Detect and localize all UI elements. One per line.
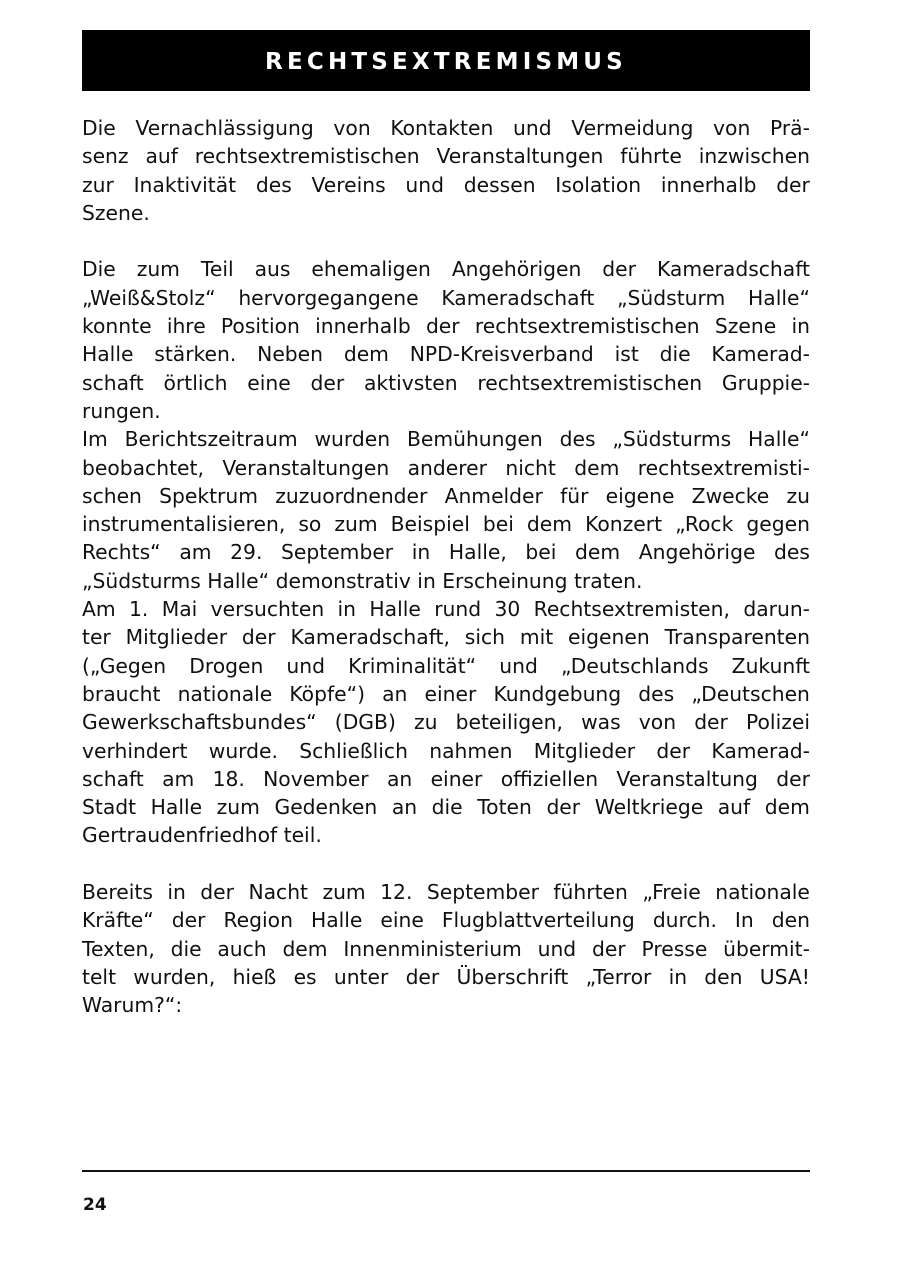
- text-line: schaft örtlich eine der aktivsten rechtsextremistischen Gruppie-: [82, 370, 810, 395]
- text-line: Szene.: [82, 200, 150, 225]
- text-line: schen Spektrum zuzuordnender Anmelder für eigene Zwecke zu: [82, 483, 810, 508]
- text-line: Rechts“ am 29. September in Halle, bei dem Angehörige des: [82, 540, 810, 565]
- text-line: Die Vernachlässigung von Kontakten und Vermeidung von Prä-: [82, 116, 810, 140]
- page-number: 24: [83, 1195, 107, 1215]
- text-line: schaft am 18. November an einer offiziellen Veranstaltung der: [82, 766, 810, 791]
- text-line: instrumentalisieren, so zum Beispiel bei dem Konzert „Rock gegen: [82, 512, 810, 537]
- text-line: senz auf rechtsextremistischen Veranstaltungen führte inzwischen: [82, 144, 810, 169]
- text-line: Gewerkschaftsbundes“ (DGB) zu beteiligen, was von der Polizei: [82, 710, 810, 735]
- paragraph: [82, 425, 810, 595]
- text-line: Am 1. Mai versuchten in Halle rund 30 Rechtsextremisten, darun-: [82, 597, 810, 622]
- section-title: RECHTSEXTREMISMUS: [265, 48, 627, 75]
- text-line: Bereits in der Nacht zum 12. September führten „Freie nationale: [82, 880, 810, 905]
- text-line: Warum?“:: [82, 993, 183, 1018]
- text-line: beobachtet, Veranstaltungen anderer nicht dem rechtsextremisti-: [82, 455, 810, 480]
- text-line: Die zum Teil aus ehemaligen Angehörigen der Kameradschaft: [82, 257, 810, 282]
- text-line: „Südsturms Halle“ demonstrativ in Erscheinung traten.: [82, 568, 643, 593]
- text-line: Halle stärken. Neben dem NPD-Kreisverband ist die Kamerad-: [82, 342, 810, 367]
- paragraph-gap: [82, 850, 810, 878]
- text-line: braucht nationale Köpfe“) an einer Kundgebung des „Deutschen: [82, 681, 810, 706]
- text-line: ter Mitglieder der Kameradschaft, sich mit eigenen Transparenten: [82, 625, 810, 650]
- section-header-bar: [82, 30, 810, 91]
- paragraph-gap: [82, 227, 810, 255]
- text-line: Im Berichtszeitraum wurden Bemühungen des „Südsturms Halle“: [82, 427, 810, 452]
- text-line: konnte ihre Position innerhalb der rechtsextremistischen Szene in: [82, 314, 810, 339]
- footer-divider: [82, 1170, 810, 1172]
- paragraph: [82, 114, 810, 227]
- paragraph: [82, 595, 810, 850]
- text-line: Stadt Halle zum Gedenken an die Toten der Weltkriege auf dem: [82, 795, 810, 820]
- paragraph: [82, 878, 810, 1019]
- body-text: [82, 114, 810, 1020]
- text-line: Kräfte“ der Region Halle eine Flugblattverteilung durch. In den: [82, 908, 810, 933]
- text-line: verhindert wurde. Schließlich nahmen Mitglieder der Kamerad-: [82, 738, 810, 763]
- text-line: („Gegen Drogen und Kriminalität“ und „Deutschlands Zukunft: [82, 653, 810, 678]
- text-line: telt wurden, hieß es unter der Überschrift „Terror in den USA!: [82, 964, 810, 989]
- text-line: rungen.: [82, 398, 161, 423]
- text-line: Gertraudenfriedhof teil.: [82, 823, 322, 848]
- paragraph: [82, 255, 810, 425]
- text-line: zur Inaktivität des Vereins und dessen Isolation innerhalb der: [82, 172, 810, 197]
- text-line: „Weiß&Stolz“ hervorgegangene Kameradschaft „Südsturm Halle“: [82, 285, 810, 310]
- text-line: Texten, die auch dem Innenministerium und der Presse übermit-: [82, 936, 810, 961]
